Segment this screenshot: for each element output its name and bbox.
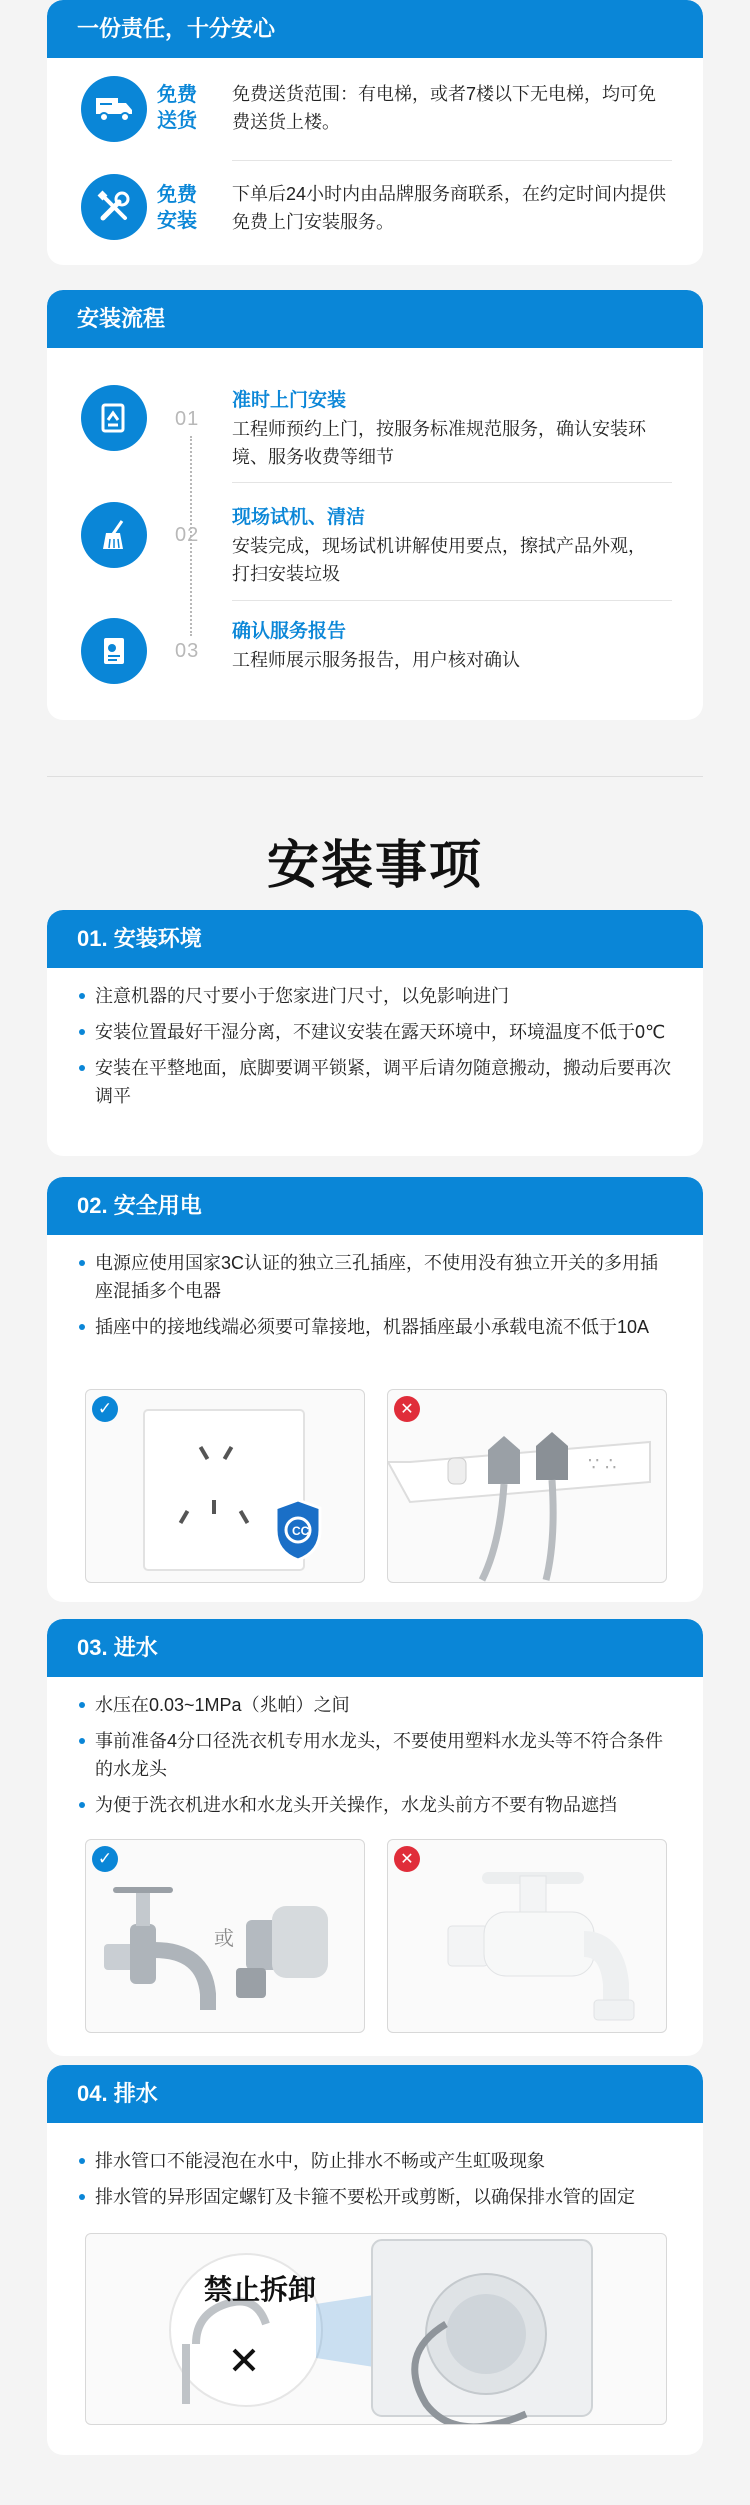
bullet-item: 排水管的异形固定螺钉及卡箍不要松开或剪断，以确保排水管的固定 <box>79 2183 675 2211</box>
guarantee-card <box>47 0 703 265</box>
install-step-icon <box>81 385 147 451</box>
truck-icon <box>81 76 147 142</box>
environment-section <box>47 910 703 1156</box>
step-text: 工程师展示服务报告，用户核对确认 <box>232 650 520 670</box>
bullet-item: 注意机器的尺寸要小于您家进门尺寸，以免影响进门 <box>79 982 675 1010</box>
bullet-item: 为便于洗衣机进水和水龙头开关操作，水龙头前方不要有物品遮挡 <box>79 1791 675 1819</box>
bullet-item: 安装在平整地面，底脚要调平锁紧，调平后请勿随意搬动，搬动后要再次调平 <box>79 1054 675 1110</box>
step-title: 现场试机、清洁 <box>232 507 366 528</box>
step-text: 工程师预约上门，按服务标准规范服务，确认安装环境、服务收费等细节 <box>232 419 646 467</box>
wrench-screwdriver-icon <box>81 174 147 240</box>
broom-icon <box>81 502 147 568</box>
bullet-list <box>79 1249 675 1349</box>
drain-pipe-image <box>85 2233 667 2425</box>
bullet-list <box>79 982 675 1118</box>
section-title: 02. 安全用电 <box>47 1177 703 1235</box>
power-section <box>47 1177 703 1602</box>
forbid-remove-text: 禁止拆卸 <box>204 2274 317 2305</box>
step-number: 02 <box>175 524 200 546</box>
section-title: 04. 排水 <box>47 2065 703 2123</box>
svg-text:CC: CC <box>292 1524 310 1538</box>
drainage-section <box>47 2065 703 2455</box>
wrong-plastic-faucet-image <box>387 1839 667 2033</box>
section-separator <box>47 776 703 777</box>
bullet-item: 水压在0.03~1MPa（兆帕）之间 <box>79 1691 675 1719</box>
cross-icon: ✕ <box>394 1846 420 1872</box>
or-text: 或 <box>214 1928 234 1950</box>
section-title: 03. 进水 <box>47 1619 703 1677</box>
cross-icon: ✕ <box>394 1396 420 1422</box>
step-title: 准时上门安装 <box>232 390 347 411</box>
step-title: 确认服务报告 <box>232 621 347 642</box>
correct-socket-image <box>85 1389 365 1583</box>
svg-text:∵ ∴: ∵ ∴ <box>588 1454 617 1475</box>
correct-faucet-image <box>85 1839 365 2033</box>
bullet-item: 安装位置最好干湿分离，不建议安装在露天环境中，环境温度不低于0℃ <box>79 1018 675 1046</box>
bullet-item: 排水管口不能浸泡在水中，防止排水不畅或产生虹吸现象 <box>79 2147 675 2175</box>
free-install-text: 下单后24小时内由品牌服务商联系，在约定时间内提供免费上门安装服务。 <box>232 184 667 232</box>
notes-heading: 安装事项 <box>266 837 483 895</box>
free-delivery-text: 免费送货范围：有电梯，或者7楼以下无电梯，均可免费送货上楼。 <box>232 84 657 132</box>
bullet-list <box>79 2147 675 2219</box>
report-icon <box>81 618 147 684</box>
step-number: 03 <box>175 640 200 662</box>
guarantee-divider <box>232 160 672 161</box>
step-number: 01 <box>175 408 200 430</box>
free-install-label: 免费安装 <box>157 184 197 232</box>
guarantee-title: 一份责任，十分安心 <box>47 0 703 58</box>
bullet-item: 电源应使用国家3C认证的独立三孔插座，不使用没有独立开关的多用插座混插多个电器 <box>79 1249 675 1305</box>
step-divider <box>232 600 672 601</box>
process-card <box>47 290 703 720</box>
process-title: 安装流程 <box>47 290 703 348</box>
step-text: 安装完成，现场试机讲解使用要点，擦拭产品外观，打扫安装垃圾 <box>232 536 646 584</box>
check-icon: ✓ <box>92 1396 118 1422</box>
bullet-item: 事前准备4分口径洗衣机专用水龙头，不要使用塑料水龙头等不符合条件的水龙头 <box>79 1727 675 1783</box>
step-divider <box>232 482 672 483</box>
section-title: 01. 安装环境 <box>47 910 703 968</box>
free-delivery-label: 免费送货 <box>157 84 197 132</box>
bullet-item: 插座中的接地线端必须要可靠接地，机器插座最小承载电流不低于10A <box>79 1313 675 1341</box>
wrong-power-strip-image <box>387 1389 667 1583</box>
bullet-list <box>79 1691 675 1827</box>
water-inlet-section <box>47 1619 703 2056</box>
check-icon: ✓ <box>92 1846 118 1872</box>
